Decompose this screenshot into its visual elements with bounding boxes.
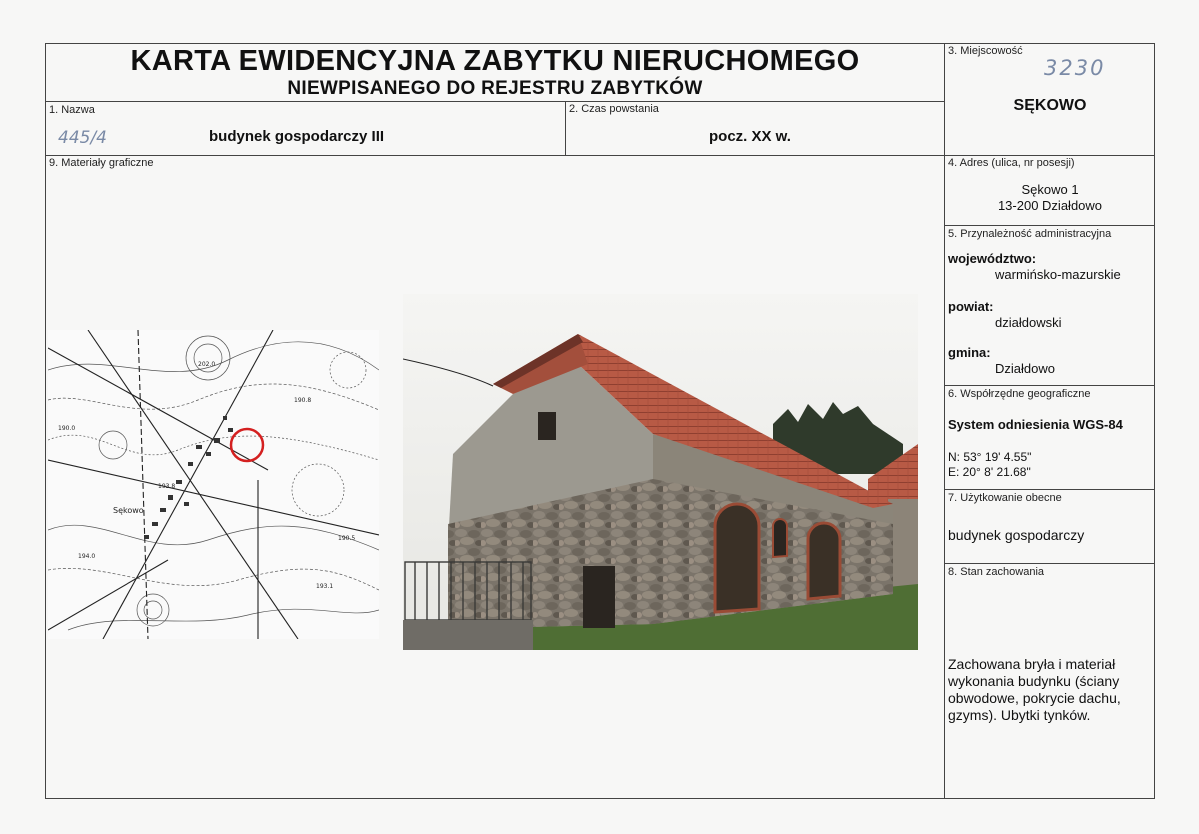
divider-title [45,101,945,102]
card-title: KARTA EWIDENCYJNA ZABYTKU NIERUCHOMEGO [130,45,860,77]
frame-top [45,43,1155,44]
divider-right-column [944,43,945,799]
frame-left [45,43,46,799]
voivodeship-label: województwo: [948,251,1037,266]
usage-value: budynek gospodarczy [948,527,1085,543]
condition-line: Zachowana bryła i materiał [948,656,1116,672]
elevation-label: 190.5 [338,535,356,542]
card-subtitle: NIEWPISANEGO DO REJESTRU ZABYTKÓW [287,78,703,99]
divider-usage [944,563,1155,564]
county-value: działdowski [995,315,1062,330]
building-photo [403,294,918,650]
frame-right [1154,43,1155,799]
name-label: 1. Nazwa [49,104,95,116]
condition-line: wykonania budynku (ściany [948,673,1120,689]
date-label: 2. Czas powstania [569,103,659,115]
name-handwritten-number: 445/4 [58,128,107,148]
map-place-label: Sękowo [113,506,144,515]
admin-label: 5. Przynależność administracyjna [948,228,1112,240]
locality-label: 3. Miejscowość [948,45,1023,57]
divider-address [944,225,1155,226]
address-label: 4. Adres (ulica, nr posesji) [948,157,1075,169]
elevation-label: 193.1 [316,583,334,590]
divider-coords [944,489,1155,490]
address-line1: Sękowo 1 [1021,182,1079,197]
divider-admin [944,385,1155,386]
elevation-label: 190.8 [294,397,312,404]
coords-east: E: 20° 8' 21.68" [948,465,1031,479]
locality-handwritten-number: 3230 [1044,56,1106,80]
condition-line: obwodowe, pokrycie dachu, [948,690,1121,706]
elevation-label: 194.0 [78,553,96,560]
name-value: budynek gospodarczy III [209,128,385,145]
topographic-map [48,330,379,639]
condition-line: gzyms). Ubytki tynków. [948,707,1091,723]
coords-north: N: 53° 19' 4.55" [948,450,1032,464]
coords-system: System odniesienia WGS-84 [948,417,1123,432]
graphics-label: 9. Materiały graficzne [49,157,154,169]
elevation-label: 193.8 [158,483,176,490]
condition-label: 8. Stan zachowania [948,566,1045,578]
frame-bottom [45,798,1155,799]
divider-name-date [565,101,566,155]
county-label: powiat: [948,299,994,314]
elevation-label: 202.0 [198,361,216,368]
commune-label: gmina: [948,345,991,360]
locality-value: SĘKOWO [1013,97,1087,114]
usage-label: 7. Użytkowanie obecne [948,492,1062,504]
condition-text [948,656,1121,724]
commune-value: Działdowo [995,361,1055,376]
elevation-label: 190.0 [58,425,76,432]
date-value: pocz. XX w. [709,128,791,145]
address-line2: 13-200 Działdowo [997,198,1103,213]
divider-header-bottom [45,155,1155,156]
coords-label: 6. Współrzędne geograficzne [948,388,1091,400]
voivodeship-value: warmińsko-mazurskie [995,267,1121,282]
